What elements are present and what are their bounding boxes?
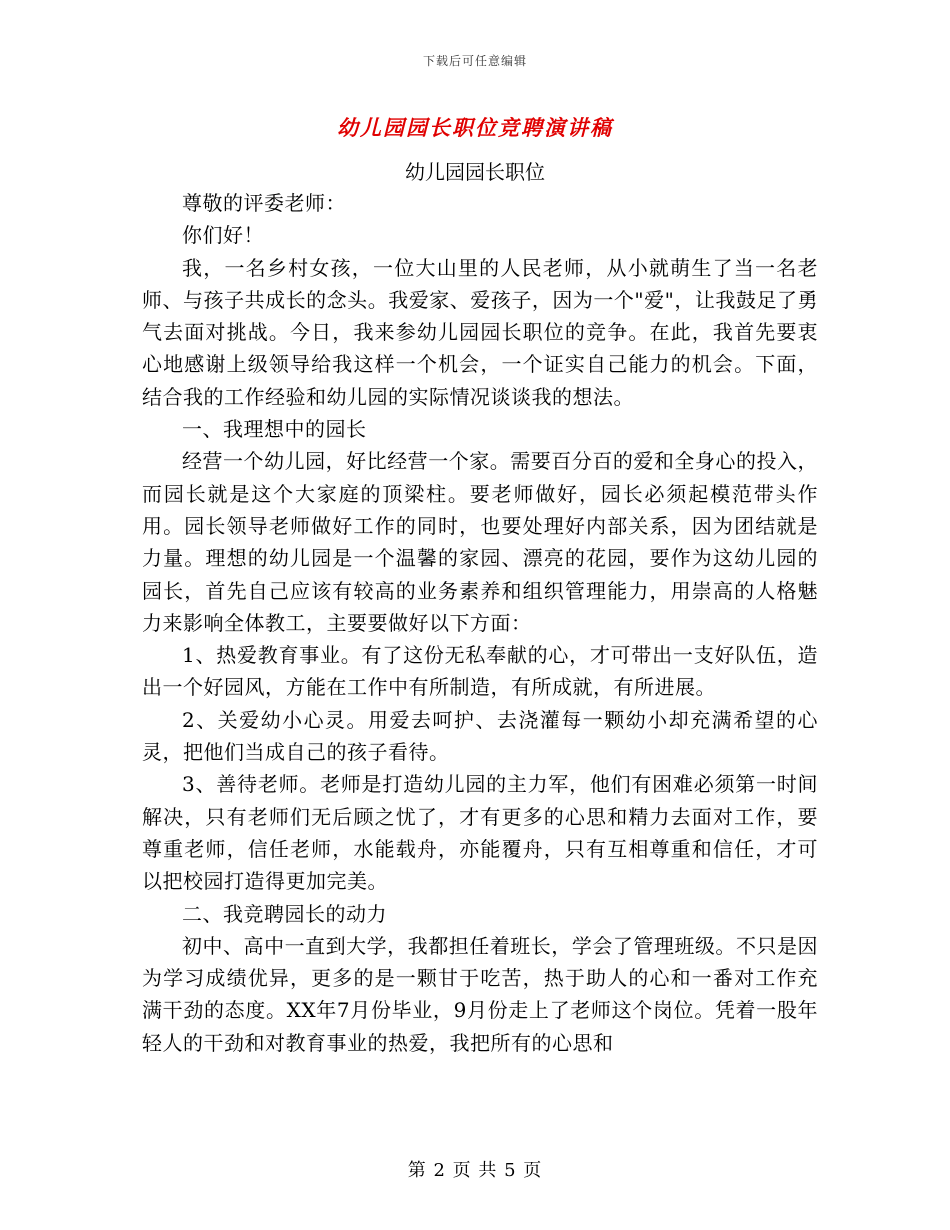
list-item-3: 3、善待老师。老师是打造幼儿园的主力军，他们有困难必须第一时间解决，只有老师们无后顾之忧了，才有更多的心思和精力去面对工作，要尊重老师，信任老师，水能载舟，亦能覆舟，只有互相尊重和信任，才可以把校园打造得更加完美。 bbox=[142, 772, 818, 894]
intro-paragraph: 我，一名乡村女孩，一位大山里的人民老师，从小就萌生了当一名老师、与孩子共成长的念头。我爱家、爱孩子，因为一个"爱"，让我鼓足了勇气去面对挑战。今日，我来参幼儿园园长职位的竞争。在此，我首先要衷心地感谢上级领导给我这样一个机会，一个证实自己能力的机会。下面，结合我的工作经验和幼儿园的实际情况谈谈我的想法。 bbox=[142, 255, 818, 409]
body-paragraph: 经营一个幼儿园，好比经营一个家。需要百分百的爱和全身心的投入，而园长就是这个大家庭的顶梁柱。要老师做好，园长必须起模范带头作用。园长领导老师做好工作的同时，也要处理好内部关系，因为团结就是力量。理想的幼儿园是一个温馨的家园、漂亮的花园，要作为这幼儿园的园长，首先自己应该有较高的业务素养和组织管理能力，用崇高的人格魅力来影响全体教工，主要要做好以下方面： bbox=[142, 449, 818, 635]
document-body bbox=[142, 187, 818, 1059]
document-title: 幼儿园园长职位竞聘演讲稿 bbox=[337, 115, 613, 140]
salutation: 尊敬的评委老师： bbox=[182, 191, 346, 215]
body-paragraph-2: 初中、高中一直到大学，我都担任着班长，学会了管理班级。不只是因为学习成绩优异，更多的是一颗甘于吃苦，热于助人的心和一番对工作充满干劲的态度。XX年7月份毕业，9月份走上了老师这个岗位。凭着一股年轻人的干劲和对教育事业的热爱，我把所有的心思和 bbox=[142, 933, 818, 1055]
header-note: 下载后可任意编辑 bbox=[422, 54, 527, 68]
list-item-1: 1、热爱教育事业。有了这份无私奉献的心，才可带出一支好队伍，造出一个好园风，方能在工作中有所制造，有所成就，有所进展。 bbox=[142, 643, 818, 700]
document-subtitle: 幼儿园园长职位 bbox=[405, 160, 545, 184]
list-item-2: 2、关爱幼小心灵。用爱去呵护、去浇灌每一颗幼小却充满希望的心灵，把他们当成自己的孩子看待。 bbox=[142, 707, 818, 765]
page-number-footer: 第 2 页 共 5 页 bbox=[407, 1160, 543, 1181]
section-heading-2: 二、我竞聘园长的动力 bbox=[182, 901, 387, 926]
section-heading-1: 一、我理想中的园长 bbox=[182, 417, 367, 442]
greeting: 你们好！ bbox=[182, 223, 264, 248]
